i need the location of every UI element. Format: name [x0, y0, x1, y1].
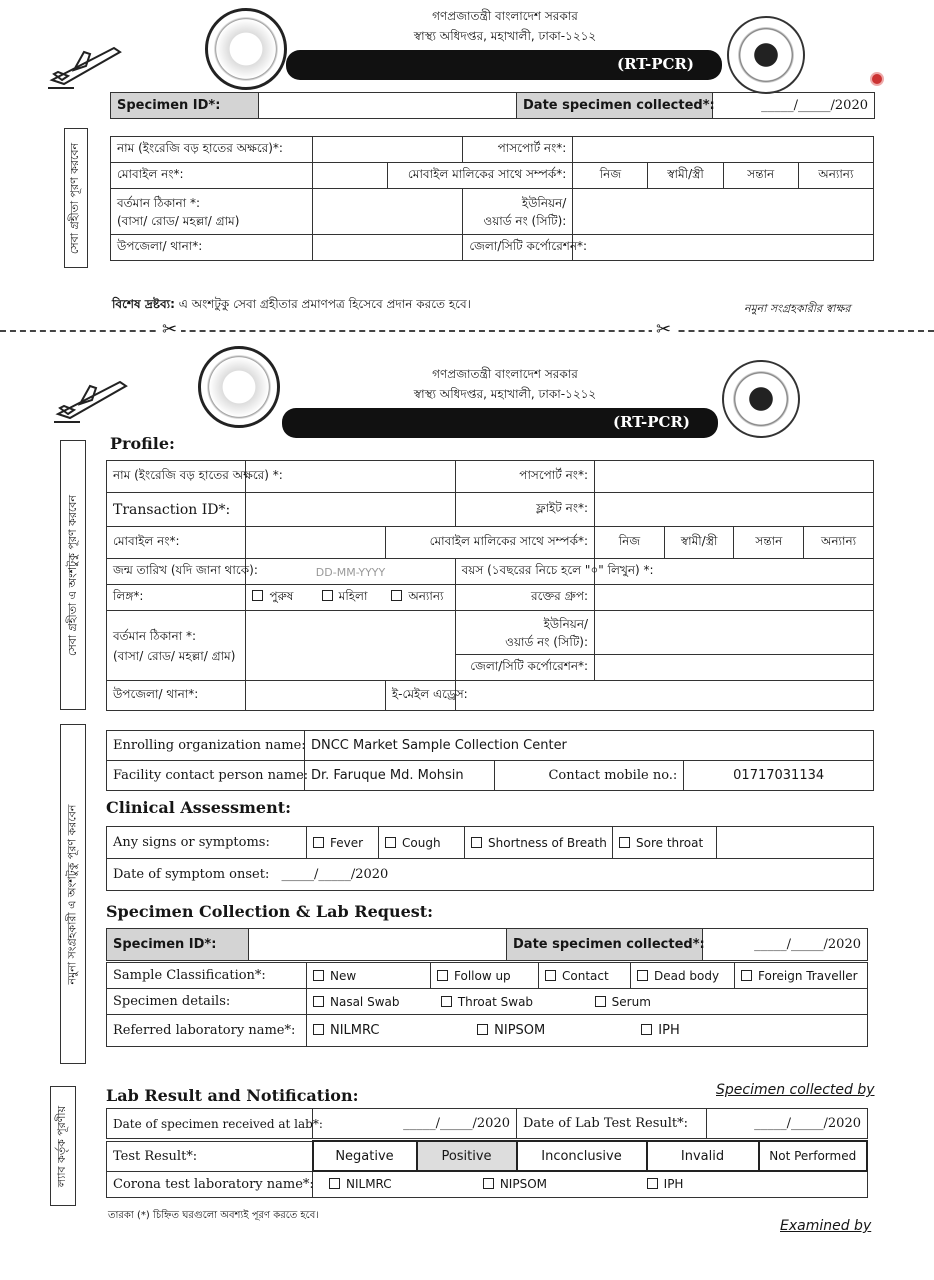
age-label: বয়স (১বছরের নিচে হলে "০" লিখুন) *:	[455, 559, 594, 585]
header-line1: গণপ্রজাতন্ত্রী বাংলাদেশ সরকার	[432, 367, 578, 381]
details-options	[307, 989, 868, 1015]
corona-lab-nipsom[interactable]: NIPSOM	[483, 1177, 643, 1191]
slip-rel-self[interactable]: নিজ	[573, 163, 648, 189]
email-label: ই-মেইল এড্রেস:	[385, 681, 455, 711]
rel-other[interactable]: অন্যান্য	[804, 527, 874, 559]
transaction-input[interactable]	[246, 493, 455, 527]
dghs-logo-icon	[727, 16, 805, 94]
passport-input[interactable]	[595, 461, 874, 493]
classification-label: Sample Classification*:	[107, 963, 307, 989]
lab-nilmrc[interactable]: NILMRC	[313, 1023, 473, 1038]
header-line1: গণপ্রজাতন্ত্রী বাংলাদেশ সরকার	[432, 9, 578, 23]
slip-name-input[interactable]	[313, 137, 463, 163]
slip-rel-other[interactable]: অন্যান্য	[798, 163, 873, 189]
lab-result-table	[106, 1108, 868, 1139]
name-label: নাম (ইংরেজি বড় হাতের অক্ষরে) *:	[107, 461, 246, 493]
dob-input[interactable]: DD-MM-YYYY	[246, 559, 455, 585]
district-input[interactable]	[595, 655, 874, 681]
result-positive[interactable]: Positive	[417, 1141, 517, 1171]
dob-label: জন্ম তারিখ (যদি জানা থাকে):	[107, 559, 246, 585]
checkbox-icon[interactable]	[545, 970, 556, 981]
checkbox-icon[interactable]	[595, 996, 606, 1007]
onset-input[interactable]: _____/_____/2020	[281, 867, 389, 882]
sex-other[interactable]: অন্যান্য	[385, 585, 455, 611]
slip-side-label: সেবা গ্রহীতা পূরণ করবেন	[64, 128, 88, 268]
slip-date-collected-label: Date specimen collected*:	[517, 93, 713, 119]
slip-district-label: জেলা/সিটি কর্পোরেশন*:	[463, 235, 573, 261]
email-input[interactable]	[455, 681, 873, 711]
profile-title: Profile:	[110, 434, 175, 453]
flight-label: ফ্লাইট নং*:	[455, 493, 594, 527]
address-input[interactable]	[246, 611, 455, 681]
checkbox-icon[interactable]	[647, 1178, 658, 1189]
result-date-input[interactable]: _____/_____/2020	[707, 1109, 868, 1139]
record-dot-icon	[870, 72, 884, 86]
checkbox-icon[interactable]	[391, 590, 402, 601]
union-input[interactable]	[595, 611, 874, 655]
corona-lab-nilmrc[interactable]: NILMRC	[319, 1177, 479, 1191]
checkbox-icon[interactable]	[741, 970, 752, 981]
blood-input[interactable]	[595, 585, 874, 611]
lab-options	[307, 1015, 868, 1047]
lab-label: Referred laboratory name*:	[107, 1015, 307, 1047]
slip-address-label: বর্তমান ঠিকানা *: (বাসা/ রোড/ মহল্লা/ গ্রাম)	[111, 189, 313, 235]
specimen-details-table	[106, 962, 868, 1047]
flight-input[interactable]	[595, 493, 874, 527]
detail-throat[interactable]: Throat Swab	[441, 995, 591, 1009]
profile-table	[106, 460, 874, 711]
slip-mobile-input[interactable]	[313, 163, 388, 189]
mobile-label: মোবাইল নং*:	[107, 527, 246, 559]
detail-nasal[interactable]: Nasal Swab	[313, 995, 437, 1009]
scissors-icon: ✂	[652, 320, 675, 340]
details-label: Specimen details:	[107, 989, 307, 1015]
dghs-logo-icon	[722, 360, 800, 438]
header-line2: স্বাস্থ্য অধিদপ্তর, মহাখালী, ঢাকা-১২১২	[413, 387, 597, 401]
result-invalid[interactable]: Invalid	[647, 1141, 759, 1171]
onset-row	[107, 859, 874, 891]
specimen-title: Specimen Collection & Lab Request:	[106, 902, 434, 921]
rel-self[interactable]: নিজ	[595, 527, 665, 559]
slip-passport-input[interactable]	[573, 137, 874, 163]
checkbox-icon[interactable]	[471, 837, 482, 848]
specimen-collected-by: Specimen collected by	[716, 1082, 875, 1098]
contact-mobile-value[interactable]: 01717031134	[684, 761, 874, 791]
specimen-id-table	[106, 928, 868, 961]
slip-note: বিশেষ দ্রষ্টব্য: এ অংশটুকু সেবা গ্রহীতার প্রমাণপত্র হিসেবে প্রদান করতে হবে।	[112, 297, 471, 311]
checkbox-icon[interactable]	[641, 1024, 652, 1035]
result-not-performed[interactable]: Not Performed	[759, 1141, 868, 1171]
transaction-label: Transaction ID*:	[107, 493, 246, 527]
slip-rel-child[interactable]: সন্তান	[723, 163, 798, 189]
slip-specimen-id-label: Specimen ID*:	[111, 93, 259, 119]
sex-male[interactable]: পুরুষ	[246, 585, 316, 611]
organization-table	[106, 730, 874, 791]
slip-union-label: ইউনিয়ন/ ওয়ার্ড নং (সিটি):	[463, 189, 573, 235]
result-inconclusive[interactable]: Inconclusive	[517, 1141, 647, 1171]
address-label: বর্তমান ঠিকানা *: (বাসা/ রোড/ মহল্লা/ গ্রাম)	[107, 611, 246, 681]
district-label: জেলা/সিটি কর্পোরেশন*:	[455, 655, 594, 681]
symptom-cough[interactable]: Cough	[379, 827, 465, 859]
onset-label: Date of symptom onset:	[113, 867, 270, 882]
test-type-banner: (RT-PCR)	[282, 408, 718, 438]
checkbox-icon[interactable]	[637, 970, 648, 981]
received-label: Date of specimen received at lab*:	[107, 1109, 313, 1139]
checkbox-icon[interactable]	[329, 1178, 340, 1189]
passport-label: পাসপোর্ট নং*:	[455, 461, 594, 493]
clinical-title: Clinical Assessment:	[106, 798, 292, 817]
checkbox-icon[interactable]	[313, 1024, 324, 1035]
rel-spouse[interactable]: স্বামী/স্ত্রী	[664, 527, 734, 559]
collector-side-label: নমুনা সংগ্রহকারী এ অংশটুকু পূরণ করবেন	[60, 724, 86, 1064]
scissors-icon: ✂	[158, 320, 181, 340]
union-label: ইউনিয়ন/ ওয়ার্ড নং (সিটি):	[455, 611, 594, 655]
profile-side-label: সেবা গ্রহীতা এ অংশটুকু পূরণ করবেন	[60, 440, 86, 710]
rel-child[interactable]: সন্তান	[734, 527, 804, 559]
slip-address-input[interactable]	[313, 189, 463, 235]
slip-union-input[interactable]	[573, 189, 874, 235]
lab-nipsom[interactable]: NIPSOM	[477, 1023, 637, 1038]
slip-passport-label: পাসপোর্ট নং*:	[463, 137, 573, 163]
slip-district-input[interactable]	[573, 235, 874, 261]
test-result-label: Test Result*:	[107, 1141, 313, 1171]
symptoms-label: Any signs or symptoms:	[107, 827, 307, 859]
slip-rel-spouse[interactable]: স্বামী/স্ত্রী	[648, 163, 723, 189]
footnote: তারকা (*) চিহ্নিত ঘরগুলো অবশ্যই পূরণ করতে হবে।	[108, 1210, 319, 1221]
org-value[interactable]: DNCC Market Sample Collection Center	[305, 731, 874, 761]
slip-relation-label: মোবাইল মালিকের সাথে সম্পর্ক*:	[388, 163, 573, 189]
symptom-extra[interactable]	[717, 827, 874, 859]
header-line2: স্বাস্থ্য অধিদপ্তর, মহাখালী, ঢাকা-১২১২	[413, 29, 597, 43]
lab-result-title: Lab Result and Notification:	[106, 1086, 359, 1105]
checkbox-icon[interactable]	[385, 837, 396, 848]
class-foreign[interactable]: Foreign Traveller	[735, 963, 868, 989]
test-result-table	[106, 1140, 868, 1198]
relation-label: মোবাইল মালিকের সাথে সম্পর্ক*:	[385, 527, 594, 559]
slip-upazila-label: উপজেলা/ থানা*:	[111, 235, 313, 261]
examined-by: Examined by	[780, 1218, 872, 1234]
corona-lab-iph[interactable]: IPH	[647, 1177, 747, 1191]
symptom-fever[interactable]: Fever	[307, 827, 379, 859]
checkbox-icon[interactable]	[313, 970, 324, 981]
lab-iph[interactable]: IPH	[641, 1023, 741, 1038]
result-negative[interactable]: Negative	[313, 1141, 417, 1171]
checkbox-icon[interactable]	[619, 837, 630, 848]
checkbox-icon[interactable]	[252, 590, 263, 601]
class-new[interactable]: New	[307, 963, 431, 989]
slip-name-label: নাম (ইংরেজি বড় হাতের অক্ষরে)*:	[111, 137, 313, 163]
slip-mobile-label: মোবাইল নং*:	[111, 163, 313, 189]
class-contact[interactable]: Contact	[539, 963, 631, 989]
slip-specimen-id-input[interactable]	[259, 93, 517, 119]
detail-serum[interactable]: Serum	[595, 995, 695, 1009]
cut-line	[0, 330, 934, 332]
slip-info-table	[110, 136, 874, 261]
symptom-sore-throat[interactable]: Sore throat	[613, 827, 717, 859]
govt-logo-icon	[198, 346, 280, 428]
class-deadbody[interactable]: Dead body	[631, 963, 735, 989]
upazila-label: উপজেলা/ থানা*:	[107, 681, 246, 711]
received-input[interactable]: _____/_____/2020	[313, 1109, 517, 1139]
checkbox-icon[interactable]	[322, 590, 333, 601]
org-label: Enrolling organization name:	[107, 731, 305, 761]
result-date-label: Date of Lab Test Result*:	[517, 1109, 707, 1139]
contact-mobile-label: Contact mobile no.:	[494, 761, 684, 791]
specimen-id-label: Specimen ID*:	[107, 929, 249, 961]
slip-upazila-input[interactable]	[313, 235, 463, 261]
govt-logo-icon	[205, 8, 287, 90]
plane-icon	[50, 374, 130, 424]
date-collected-input[interactable]: _____/_____/2020	[703, 929, 868, 961]
checkbox-icon[interactable]	[313, 837, 324, 848]
specimen-id-input[interactable]	[249, 929, 507, 961]
checkbox-icon[interactable]	[437, 970, 448, 981]
slip-date-input[interactable]: _____/_____/2020	[713, 93, 875, 119]
plane-icon	[44, 40, 124, 90]
slip-specimen-table	[110, 92, 875, 119]
checkbox-icon[interactable]	[313, 996, 324, 1007]
symptom-breath[interactable]: Shortness of Breath	[465, 827, 613, 859]
contact-person-label: Facility contact person name:	[107, 761, 305, 791]
lab-side-label: ল্যাব কর্তৃক পূরণীয়	[50, 1086, 76, 1206]
checkbox-icon[interactable]	[483, 1178, 494, 1189]
corona-lab-label: Corona test laboratory name*:	[107, 1171, 313, 1197]
date-collected-label: Date specimen collected*:	[507, 929, 703, 961]
class-followup[interactable]: Follow up	[431, 963, 539, 989]
clinical-table	[106, 826, 874, 891]
upazila-input[interactable]	[246, 681, 385, 711]
blood-label: রক্তের গ্রুপ:	[455, 585, 594, 611]
contact-person-value[interactable]: Dr. Faruque Md. Mohsin	[305, 761, 495, 791]
sex-female[interactable]: মহিলা	[316, 585, 386, 611]
checkbox-icon[interactable]	[477, 1024, 488, 1035]
collector-signature-label: নমুনা সংগ্রহকারীর স্বাক্ষর	[744, 302, 851, 315]
checkbox-icon[interactable]	[441, 996, 452, 1007]
sex-label: লিঙ্গ*:	[107, 585, 246, 611]
corona-lab-options	[313, 1171, 868, 1197]
test-type-banner: (RT-PCR)	[286, 50, 722, 80]
mobile-input[interactable]	[246, 527, 385, 559]
